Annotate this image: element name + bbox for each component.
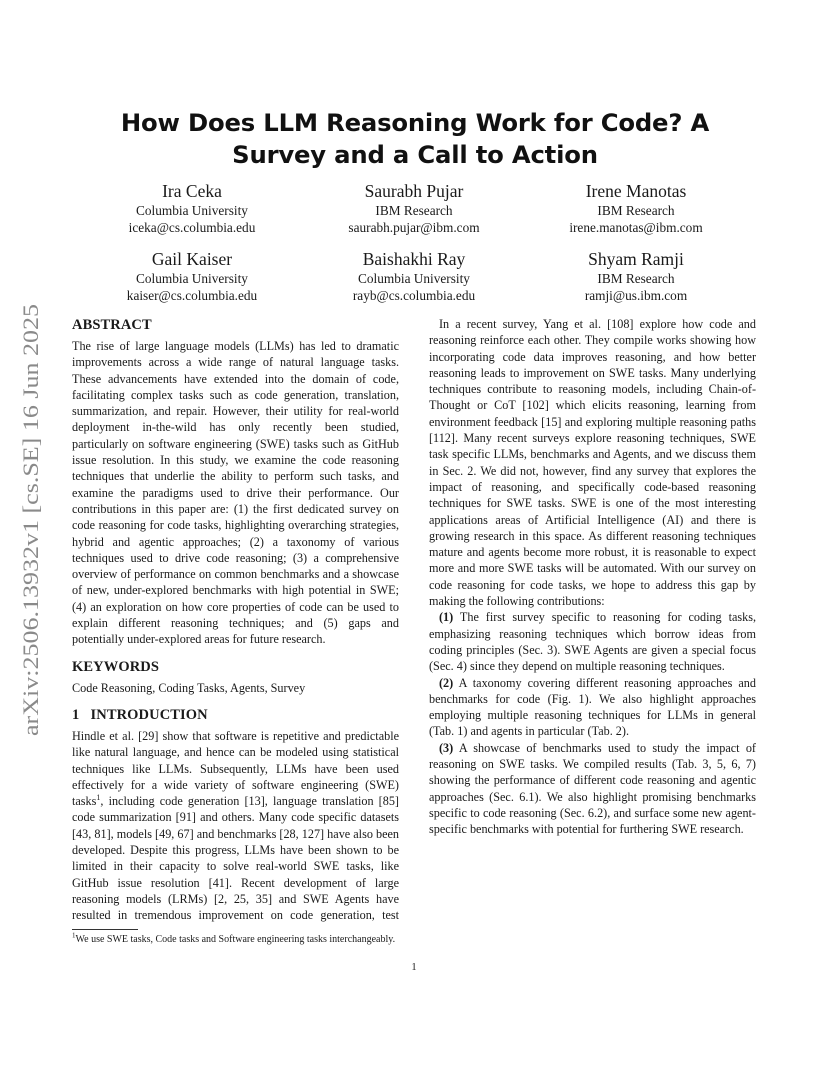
author-card xyxy=(516,180,756,236)
footnote xyxy=(72,933,399,946)
author-affiliation: IBM Research xyxy=(597,271,675,286)
abstract-text: The rise of large language models (LLMs) has led to dramatic improvements across a wide range of natural language tasks. These advancements have extended into the domain of code, facilitating complex tasks such as code generation, translation, summarization, and repair. However, their utility for real-world deployment in-the-wild has only recently been studied, particularly on software engineering (SWE) tasks such as GitHub issue resolution. In this study, we examine the code reasoning techniques that underlie the ability to perform such tasks, and examine the paradigms used to drive their performance. Our contributions in this paper are: (1) the first dedicated survey on code reasoning for code tasks, highlighting overarching strategies, hybrid and agentic approaches; (2) a taxonomy of various techniques used to drive code reasoning; (3) a comprehensive overview of performance on common benchmarks and a showcase of new, under-explored benchmarks with high potential in SWE; (4) an exploration on how core properties of code can be used to explain different reasoning techniques; and (5) gaps and potentially under-explored areas for future research. xyxy=(72,339,399,647)
contribution-text: The first survey specific to reasoning for coding tasks, emphasizing reasoning techniques which borrow ideas from coding principles (Sec. 3). SWE Agents are given a special focus (Sec. 4) since they depend on multiple reasoning techniques. xyxy=(429,610,756,674)
contribution-item xyxy=(429,675,756,740)
paper-title: How Does LLM Reasoning Work for Code? A Survey and a Call to Action xyxy=(120,108,710,169)
author-name: Saurabh Pujar xyxy=(364,181,464,201)
footnote-text: We use SWE tasks, Code tasks and Software engineering tasks interchangeably. xyxy=(75,934,396,945)
introduction-paragraph xyxy=(72,728,399,922)
author-affiliation: Columbia University xyxy=(136,271,248,286)
author-affiliation: Columbia University xyxy=(358,271,470,286)
contribution-text: A showcase of benchmarks used to study the impact of reasoning on SWE tasks. We compiled results (Tab. 3, 5, 6, 7) showing the performance of different code reasoning and agentic approaches (Sec. 6.1). We also highlight promising benchmarks specific to code reasoning (Sec. 6.2), and surface some new agent-specific benchmarks with potential for furthering SWE research. xyxy=(429,740,756,837)
author-email: irene.manotas@ibm.com xyxy=(569,220,703,235)
contribution-number: (2) xyxy=(439,675,454,690)
keywords-text: Code Reasoning, Coding Tasks, Agents, Survey xyxy=(72,680,306,695)
arxiv-identifier-text: arXiv:2506.13932v1 [cs.SE] 16 Jun 2025 xyxy=(18,362,43,736)
author-email: iceka@cs.columbia.edu xyxy=(128,220,256,235)
introduction-text-part: Hindle et al. [29] show that software is repetitive and predictable like natural language, and hence can be modeled using statistical techniques like LLMs. Subsequently, LLMs have been used effectively for a wide variety of software engineering (SWE) tasks xyxy=(72,728,399,809)
author-name: Irene Manotas xyxy=(585,181,687,201)
author-name: Ira Ceka xyxy=(162,181,222,201)
introduction-paragraph-2: In a recent survey, Yang et al. [108] explore how code and reasoning reinforce each other. They compile works showing how incorporating code data improves reasoning, and how better reasoning leads to improvement on SWE tasks. Many underlying techniques contribute to reasoning models, including Chain-of-Thought or CoT [102] which elicits reasoning, learning from environment feedback [15] and exploring multiple reasoning paths [112]. Many recent surveys explore reasoning techniques, SWE task specific LLMs, benchmarks and Agents, and we discuss them in Sec. 2. We did not, however, find any survey that explores the impact of reasoning, and specifically code-based reasoning techniques for SWE tasks. SWE is one of the most interesting applications areas of Artificial Intelligence (AI) and there is growing research in this space. As different reasoning techniques mature and agents become more robust, it is reasonable to expect more and more SWE tasks will be automated. With our survey on code reasoning for code tasks, we hope to address this gap by making the following contributions: xyxy=(429,317,756,609)
author-affiliation: IBM Research xyxy=(597,203,675,218)
author-card xyxy=(72,248,312,304)
contribution-item xyxy=(429,740,756,838)
arxiv-identifier-stamp xyxy=(8,300,48,740)
author-name: Gail Kaiser xyxy=(151,249,233,269)
keywords-heading: KEYWORDS xyxy=(72,658,160,675)
introduction-heading: 1 INTRODUCTION xyxy=(72,706,208,723)
introduction-text-part: , including code generation [13], language translation [85] code summarization [91] and others. Many code specific datasets [43, 81], models [49, 67] and benchmarks [28, 127] have also been developed. Despite this progress, LLMs have been shown to be limited in their capacity to solve real-world SWE tasks, like GitHub issue resolution [41]. Recent development of large reasoning models (LRMs) [2, 25, 35] and SWE Agents have resulted in tremendous improvement on code generation, test xyxy=(72,794,399,922)
author-email: saurabh.pujar@ibm.com xyxy=(348,220,480,235)
left-column xyxy=(72,316,399,922)
page-number: 1 xyxy=(411,962,417,973)
author-name: Baishakhi Ray xyxy=(362,249,466,269)
contribution-item xyxy=(429,609,756,674)
contribution-number: (1) xyxy=(439,610,454,625)
author-email: ramji@us.ibm.com xyxy=(584,288,688,303)
author-email: rayb@cs.columbia.edu xyxy=(352,288,476,303)
author-card xyxy=(72,180,312,236)
abstract-heading: ABSTRACT xyxy=(72,317,152,333)
footnote-marker: 1 xyxy=(72,931,76,940)
author-affiliation: Columbia University xyxy=(136,203,248,218)
author-card xyxy=(294,248,534,304)
author-affiliation: IBM Research xyxy=(375,203,453,218)
footnote-divider xyxy=(72,929,138,930)
author-name: Shyam Ramji xyxy=(588,249,684,269)
right-column xyxy=(429,316,756,838)
author-card xyxy=(516,248,756,304)
author-card xyxy=(294,180,534,236)
contribution-text: A taxonomy covering different reasoning approaches and benchmarks for code (Fig. 1). We also highlight approaches employing multiple reasoning techniques for LLMs in general (Tab. 1) and agents in particular (Tab. 2). xyxy=(429,675,756,739)
footnote-reference[interactable]: 1 xyxy=(96,793,101,803)
contribution-number: (3) xyxy=(439,740,454,755)
author-email: kaiser@cs.columbia.edu xyxy=(126,288,258,303)
